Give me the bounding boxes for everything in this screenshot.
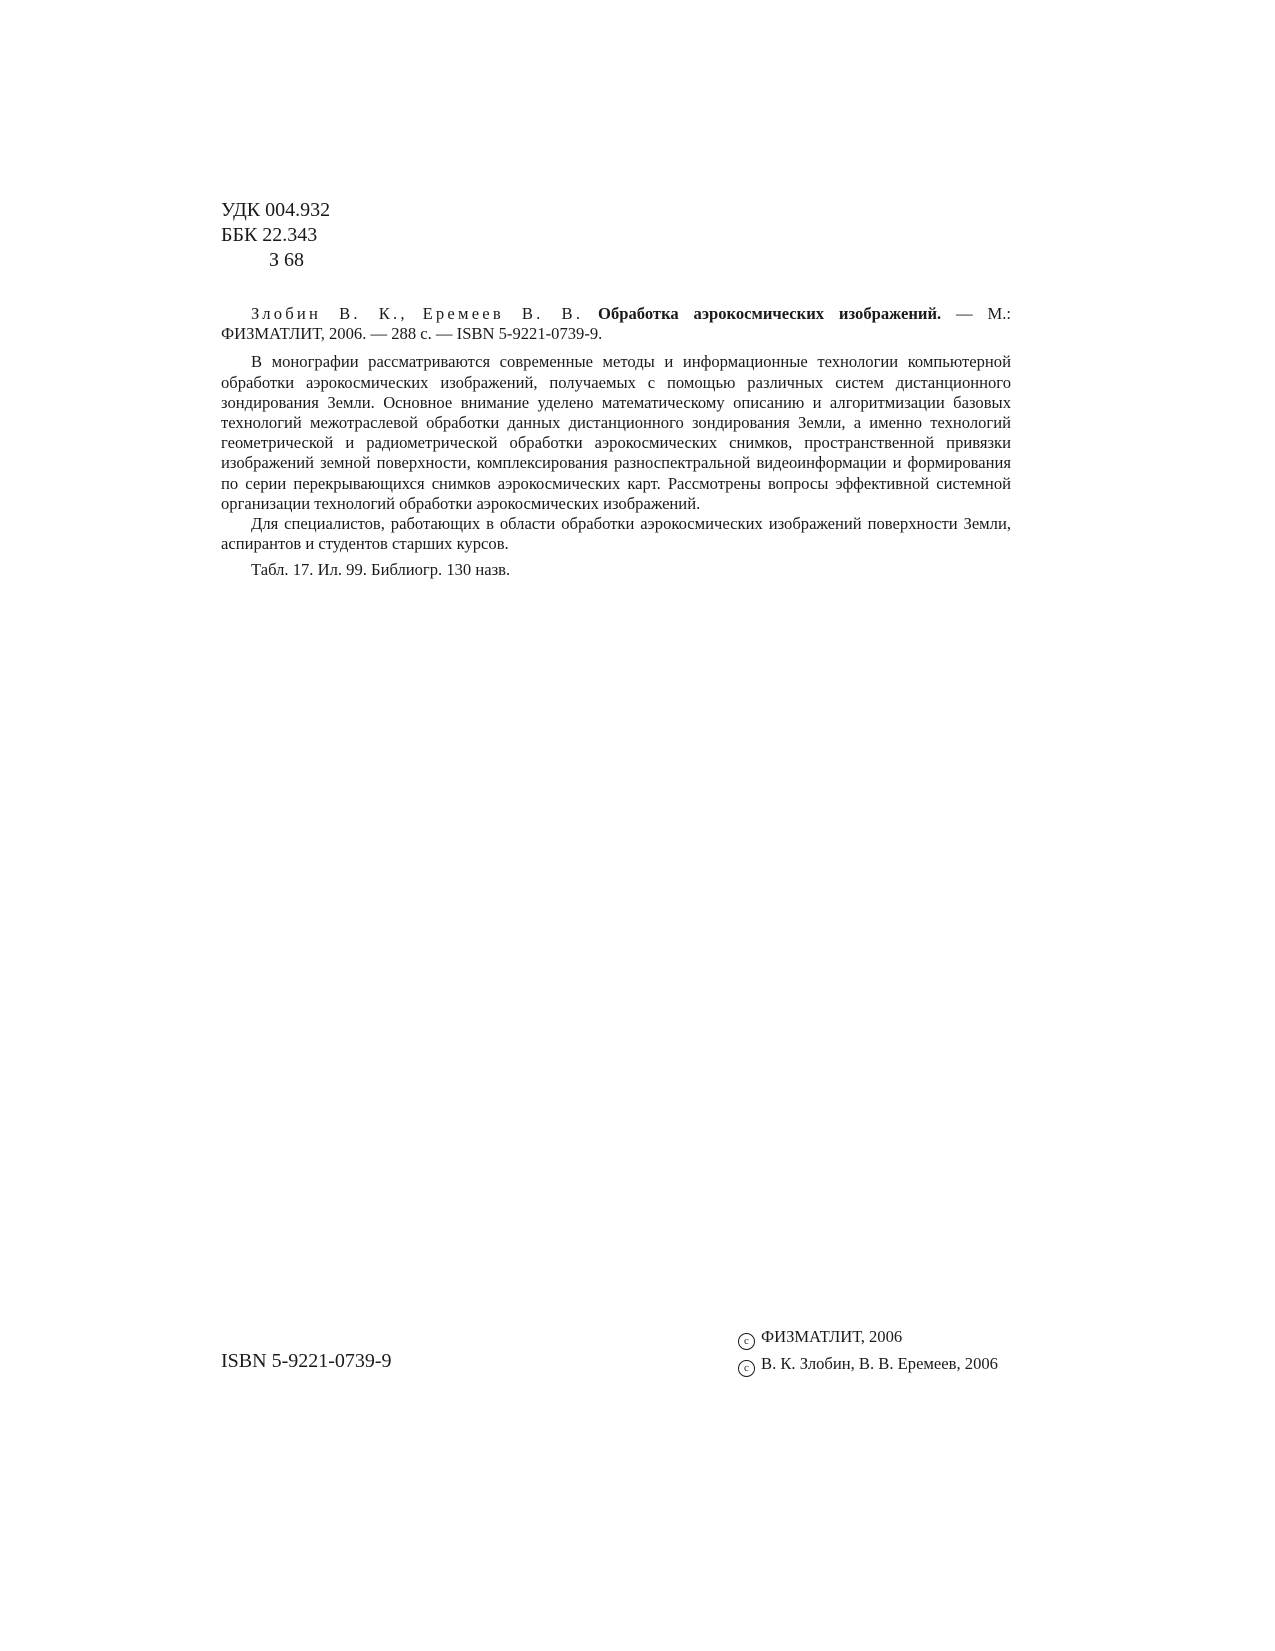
udk-code: УДК 004.932 xyxy=(221,199,331,221)
abstract-paragraph-2: Для специалистов, работающих в области обработки аэрокосмических изображений поверхности Земли, аспирантов и студентов старших курсов. xyxy=(221,514,1011,554)
place-of-publication: — М.: xyxy=(941,304,1011,323)
bbk-code: ББК 22.343 xyxy=(221,224,318,246)
book-title: Обработка аэрокосмических изображений. xyxy=(598,304,942,323)
copyright-publisher-text: ФИЗМАТЛИТ, 2006 xyxy=(761,1327,903,1346)
copyright-authors xyxy=(738,1350,998,1377)
citation xyxy=(221,304,1011,344)
classification-block xyxy=(221,198,330,273)
copyright-publisher xyxy=(738,1323,998,1350)
author-mark: З 68 xyxy=(269,249,305,271)
publisher-line: ФИЗМАТЛИТ, 2006. — 288 с. — ISBN 5-9221-0739-9. xyxy=(221,324,603,344)
author-1: Злобин В. К., xyxy=(251,304,408,323)
copyright-authors-text: В. К. Злобин, В. В. Еремеев, 2006 xyxy=(761,1354,998,1373)
author-2: Еремеев В. В. xyxy=(422,304,584,323)
isbn-footer: ISBN 5-9221-0739-9 xyxy=(221,1350,392,1372)
abstract-paragraph-1: В монографии рассматриваются современные методы и информационные технологии компьютерной обработки аэрокосмических изображений, получаемых с помощью различных систем дистанционного зондирования Земли. Основное внимание уделено математическому описанию и алгоритмизации базовых технологий межотраслевой обработки данных дистанционного зондирования Земли, а именно технологий геометрической и радиометрической обработки аэрокосмических снимков, пространственной привязки изображений земной поверхности, комплексирования разноспектральной видеоинформации и формирования по серии перекрывающихся снимков аэрокосмических карт. Рассмотрены вопросы эффективной системной организации технологий обработки аэрокосмических изображений. xyxy=(221,352,1011,513)
copyright-icon: c xyxy=(738,1360,755,1377)
copyright-block xyxy=(738,1323,998,1377)
abstract-stats: Табл. 17. Ил. 99. Библиогр. 130 назв. xyxy=(251,560,511,580)
bibliographic-record xyxy=(221,304,1011,581)
copyright-icon: c xyxy=(738,1333,755,1350)
